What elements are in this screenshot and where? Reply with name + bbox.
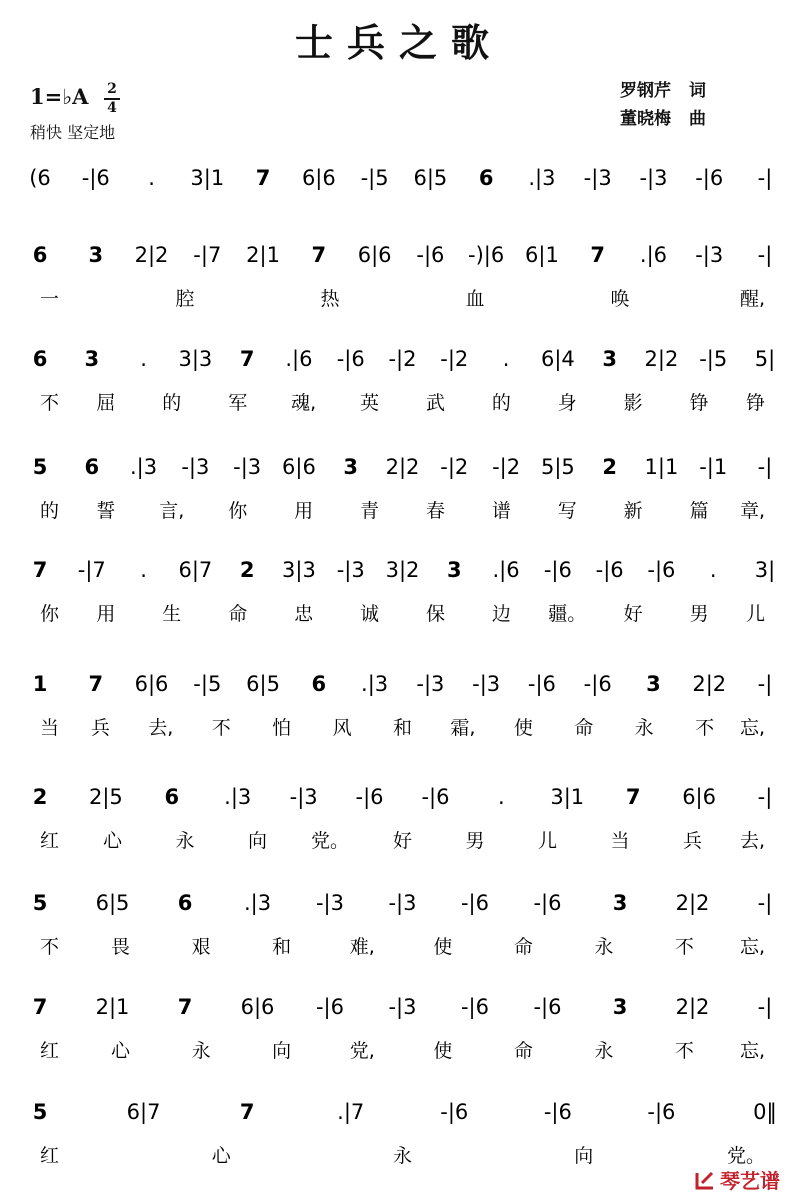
score-token: . xyxy=(140,347,147,371)
score-token: -|6 xyxy=(533,995,562,1019)
score-token: 6|4 xyxy=(540,347,575,371)
score-token: 6|6 xyxy=(301,166,336,190)
score-token: .|7 xyxy=(337,1100,365,1124)
score-token: -| xyxy=(757,672,773,696)
time-signature-top: 2 xyxy=(107,81,117,97)
score-token: 3 xyxy=(612,891,628,915)
score-token: 2 xyxy=(602,455,617,479)
score-token: 6|5 xyxy=(413,166,448,190)
score-token: 3|2 xyxy=(385,558,420,582)
lyric-syllable: 身 xyxy=(557,392,577,414)
score-token: -|6 xyxy=(355,785,384,809)
lyric-syllable: 难, xyxy=(349,936,375,958)
lyric-syllable: 保 xyxy=(425,603,445,625)
score-token: . xyxy=(502,347,510,371)
lyric-syllable: 春 xyxy=(425,500,445,522)
score-token: -|3 xyxy=(639,166,668,190)
lyric-syllable: 永 xyxy=(191,1040,211,1062)
lyric-syllable: 男 xyxy=(689,603,709,625)
lyric-syllable: 魂, xyxy=(291,392,317,414)
score-token: 2|1 xyxy=(95,995,130,1019)
score-token: -|2 xyxy=(492,455,521,479)
score-token: -|6 xyxy=(583,672,612,696)
lyric-syllable: 你 xyxy=(40,603,60,625)
score-token: 7 xyxy=(255,166,271,190)
lyric-syllable: 不 xyxy=(674,1040,694,1062)
lyric-syllable: 热 xyxy=(320,288,340,310)
score-token: -|6 xyxy=(595,558,624,582)
watermark-text: 琴艺谱 xyxy=(720,1169,780,1193)
lyric-syllable: 当 xyxy=(40,717,60,739)
lyric-syllable: 向 xyxy=(247,830,268,852)
lyric-syllable: 不 xyxy=(211,717,231,739)
score-token: 7 xyxy=(311,243,327,267)
lyricist-name: 罗钢芹 xyxy=(620,81,671,101)
score-token: -|7 xyxy=(193,243,222,267)
score-token: 6|5 xyxy=(95,891,130,915)
lyric-syllable: 疆。 xyxy=(548,603,587,625)
song-title: 士兵之歌 xyxy=(294,21,503,65)
lyric-syllable: 兵 xyxy=(90,717,110,739)
lyric-syllable: 影 xyxy=(623,392,643,414)
score-token: -| xyxy=(757,785,773,809)
score-token: 3 xyxy=(646,672,661,696)
score-token: 3 xyxy=(602,347,617,371)
lyric-syllable: 永 xyxy=(594,1040,614,1062)
key-signature: 1=♭A xyxy=(30,84,89,109)
score-token: 6|1 xyxy=(525,243,559,267)
score-token: .|6 xyxy=(639,243,668,267)
score-token: 6|6 xyxy=(240,995,275,1019)
score-token: 6|7 xyxy=(178,558,213,582)
score-token: -|2 xyxy=(440,347,469,371)
score-token: -|6 xyxy=(543,558,572,582)
score-token: -|1 xyxy=(699,455,728,479)
score-token: 1 xyxy=(32,672,48,696)
score-token: -|5 xyxy=(360,166,389,190)
score-token: .|3 xyxy=(130,455,158,479)
score-token: 6|5 xyxy=(246,672,280,696)
score-token: 7 xyxy=(88,672,104,696)
composer-name: 董晓梅 xyxy=(620,109,671,129)
lyric-syllable: 永 xyxy=(175,830,195,852)
lyric-syllable: 不 xyxy=(674,936,694,958)
score-token: .|3 xyxy=(243,891,272,915)
lyric-syllable: 去, xyxy=(148,717,174,739)
lyric-syllable: 铮 xyxy=(745,392,765,414)
lyric-syllable: 红 xyxy=(40,830,60,852)
score-token: 3|1 xyxy=(550,785,585,809)
score-token: -| xyxy=(757,891,773,915)
lyric-syllable: 当 xyxy=(610,830,630,852)
score-token: -|5 xyxy=(193,672,222,696)
score-token: 6|6 xyxy=(682,785,716,809)
score-token: 2|2 xyxy=(385,455,420,479)
watermark xyxy=(694,1165,780,1194)
lyric-syllable: 和 xyxy=(392,717,413,739)
lyric-syllable: 生 xyxy=(162,603,182,625)
lyricist-role: 词 xyxy=(689,81,706,101)
score-token: -|6 xyxy=(460,891,490,915)
score-token: 6 xyxy=(478,166,494,190)
score-token: .|3 xyxy=(361,672,389,696)
lyric-syllable: 英 xyxy=(360,392,380,414)
score-token: 2|2 xyxy=(675,891,710,915)
lyric-syllable: 心 xyxy=(211,1145,231,1167)
lyric-syllable: 畏 xyxy=(111,936,131,958)
score-token: 7 xyxy=(239,347,255,371)
lyric-syllable: 好 xyxy=(392,830,413,852)
lyric-syllable: 用 xyxy=(96,603,116,625)
lyric-syllable: 永 xyxy=(634,717,654,739)
lyric-syllable: 好 xyxy=(623,603,643,625)
score-token: 5|5 xyxy=(540,455,575,479)
score-token: 3 xyxy=(84,347,100,371)
score-token: -| xyxy=(757,243,773,267)
score-token: 0‖ xyxy=(753,1100,777,1124)
score-token: -|3 xyxy=(583,166,612,190)
time-signature-bottom: 4 xyxy=(107,100,117,116)
lyric-syllable: 艰 xyxy=(191,936,211,958)
score-token: 5 xyxy=(32,891,48,915)
lyric-syllable: 风 xyxy=(332,717,352,739)
lyric-syllable: 言, xyxy=(159,500,185,522)
score-token: -|6 xyxy=(695,166,724,190)
watermark-logo-icon xyxy=(694,1169,716,1191)
score-token: -|3 xyxy=(695,243,724,267)
lyric-syllable: 和 xyxy=(272,936,292,958)
score-token: 6 xyxy=(177,891,193,915)
score-token: -|3 xyxy=(336,558,365,582)
lyric-syllable: 军 xyxy=(228,392,248,414)
lyric-syllable: 命 xyxy=(513,936,533,958)
score-token: 3|1 xyxy=(190,166,225,190)
lyric-syllable: 一 xyxy=(40,288,60,310)
lyric-syllable: 忘, xyxy=(739,717,765,739)
score-token: -| xyxy=(757,166,773,190)
lyric-syllable: 不 xyxy=(40,936,60,958)
score-token: 3| xyxy=(754,558,776,582)
score-token: (6 xyxy=(29,166,51,190)
score-token: 6|6 xyxy=(357,243,392,267)
score-token: 2|2 xyxy=(644,347,679,371)
lyric-syllable: 去, xyxy=(739,830,765,852)
score-token: 2|2 xyxy=(134,243,169,267)
score-token: 2|2 xyxy=(675,995,710,1019)
lyric-syllable: 醒, xyxy=(739,288,765,310)
lyric-syllable: 使 xyxy=(433,936,453,958)
lyric-syllable: 永 xyxy=(594,936,614,958)
score-token: 3|3 xyxy=(178,347,213,371)
lyric-syllable: 儿 xyxy=(537,830,558,852)
score-token: -|7 xyxy=(77,558,106,582)
lyric-syllable: 不 xyxy=(695,717,715,739)
score-token: 7 xyxy=(239,1100,255,1124)
lyric-syllable: 命 xyxy=(513,1040,533,1062)
score-token: 3 xyxy=(88,243,104,267)
lyric-syllable: 章, xyxy=(739,500,765,522)
lyric-syllable: 腔 xyxy=(175,288,195,310)
score-token: -|2 xyxy=(388,347,417,371)
score-token: -|6 xyxy=(647,558,676,582)
score-token: -|3 xyxy=(233,455,262,479)
score-token: 1|1 xyxy=(644,455,679,479)
score-token: .|6 xyxy=(492,558,520,582)
score-token: -|6 xyxy=(533,891,562,915)
lyric-syllable: 党, xyxy=(349,1040,375,1062)
lyric-syllable: 永 xyxy=(392,1145,413,1167)
score-token: .|6 xyxy=(285,347,313,371)
tempo-marking: 稍快 坚定地 xyxy=(30,123,116,142)
score-token: -|6 xyxy=(647,1100,676,1124)
score-token: -)|6 xyxy=(468,243,505,267)
score-token: 6 xyxy=(84,455,100,479)
score-token: -|3 xyxy=(388,891,417,915)
lyric-syllable: 兵 xyxy=(682,830,703,852)
lyric-syllable: 篇 xyxy=(689,500,709,522)
score-token: -|3 xyxy=(388,995,417,1019)
lyric-syllable: 心 xyxy=(102,830,123,852)
score-token: -|6 xyxy=(416,243,445,267)
score-token: . xyxy=(140,558,147,582)
score-token: -|6 xyxy=(527,672,556,696)
lyric-syllable: 铮 xyxy=(689,392,709,414)
score-token: 3|3 xyxy=(282,558,316,582)
score-token: 7 xyxy=(625,785,641,809)
lyric-syllable: 男 xyxy=(465,830,485,852)
lyric-syllable: 的 xyxy=(40,500,60,522)
score-token: -|6 xyxy=(421,785,450,809)
lyric-syllable: 新 xyxy=(623,500,643,522)
score-token: 6 xyxy=(32,347,48,371)
lyric-syllable: 血 xyxy=(465,288,485,310)
lyric-syllable: 屈 xyxy=(96,392,116,414)
lyric-syllable: 党。 xyxy=(726,1145,765,1167)
lyric-syllable: 的 xyxy=(491,392,511,414)
score-token: 2|2 xyxy=(692,672,727,696)
lyric-syllable: 心 xyxy=(111,1040,131,1062)
lyric-syllable: 青 xyxy=(360,500,380,522)
lyric-syllable: 用 xyxy=(294,500,314,522)
score-token: 7 xyxy=(32,995,48,1019)
lyric-syllable: 诚 xyxy=(360,603,380,625)
lyric-syllable: 党。 xyxy=(310,830,350,852)
score-token: -| xyxy=(757,995,773,1019)
lyric-syllable: 命 xyxy=(574,717,594,739)
score-token: 5 xyxy=(32,1100,48,1124)
score-token: . xyxy=(709,558,717,582)
score-token: 6|6 xyxy=(134,672,169,696)
score-token: -|3 xyxy=(315,891,345,915)
score-token: -|6 xyxy=(336,347,365,371)
score-token: -|6 xyxy=(440,1100,469,1124)
lyric-syllable: 向 xyxy=(574,1145,594,1167)
lyric-syllable: 霜, xyxy=(450,717,476,739)
lyric-syllable: 命 xyxy=(228,603,248,625)
score-token: 7 xyxy=(590,243,606,267)
score-token: 7 xyxy=(32,558,48,582)
score-token: 3 xyxy=(446,558,462,582)
score-token: -|6 xyxy=(543,1100,572,1124)
score-token: .|3 xyxy=(528,166,556,190)
score-token: 6 xyxy=(311,672,327,696)
score-token: . xyxy=(498,785,505,809)
score-token: 6 xyxy=(32,243,48,267)
score-token: 7 xyxy=(177,995,193,1019)
score-token: . xyxy=(148,166,155,190)
lyric-syllable: 誓 xyxy=(96,500,116,522)
lyric-syllable: 忠 xyxy=(294,603,314,625)
score-token: 3 xyxy=(612,995,628,1019)
score-token: 5| xyxy=(754,347,776,371)
score-token: -|2 xyxy=(440,455,469,479)
lyric-syllable: 谱 xyxy=(491,500,511,522)
lyric-syllable: 儿 xyxy=(745,603,765,625)
lyric-syllable: 红 xyxy=(40,1040,60,1062)
lyric-syllable: 向 xyxy=(272,1040,292,1062)
lyric-syllable: 忘, xyxy=(739,936,765,958)
score-token: -|3 xyxy=(181,455,210,479)
score-token: 3 xyxy=(343,455,359,479)
score-token: -|6 xyxy=(460,995,490,1019)
score-token: -|5 xyxy=(699,347,728,371)
score-token: 5 xyxy=(32,455,48,479)
lyric-syllable: 忘, xyxy=(739,1040,765,1062)
lyric-syllable: 使 xyxy=(513,717,533,739)
lyric-syllable: 写 xyxy=(557,500,577,522)
lyric-syllable: 怕 xyxy=(272,717,292,739)
score-token: 6|6 xyxy=(282,455,316,479)
lyric-syllable: 使 xyxy=(433,1040,453,1062)
score-token: -|3 xyxy=(472,672,501,696)
score-token: 2 xyxy=(239,558,255,582)
lyric-syllable: 唤 xyxy=(610,288,630,310)
lyric-syllable: 不 xyxy=(40,392,60,414)
lyric-syllable: 红 xyxy=(40,1145,60,1167)
score-token: -|3 xyxy=(289,785,318,809)
lyric-syllable: 武 xyxy=(425,392,445,414)
score-token: -|3 xyxy=(416,672,445,696)
lyric-syllable: 的 xyxy=(162,392,182,414)
composer-role: 曲 xyxy=(689,109,706,129)
lyric-syllable: 你 xyxy=(228,500,248,522)
score-token: .|3 xyxy=(224,785,252,809)
score-token: 6 xyxy=(164,785,180,809)
score-token: -| xyxy=(757,455,773,479)
lyric-syllable: 边 xyxy=(491,603,511,625)
score-token: 2 xyxy=(32,785,48,809)
score-token: 2|1 xyxy=(246,243,280,267)
score-token: 2|5 xyxy=(89,785,123,809)
score-token: -|6 xyxy=(81,166,110,190)
score-token: 6|7 xyxy=(126,1100,161,1124)
score-token: -|6 xyxy=(315,995,345,1019)
